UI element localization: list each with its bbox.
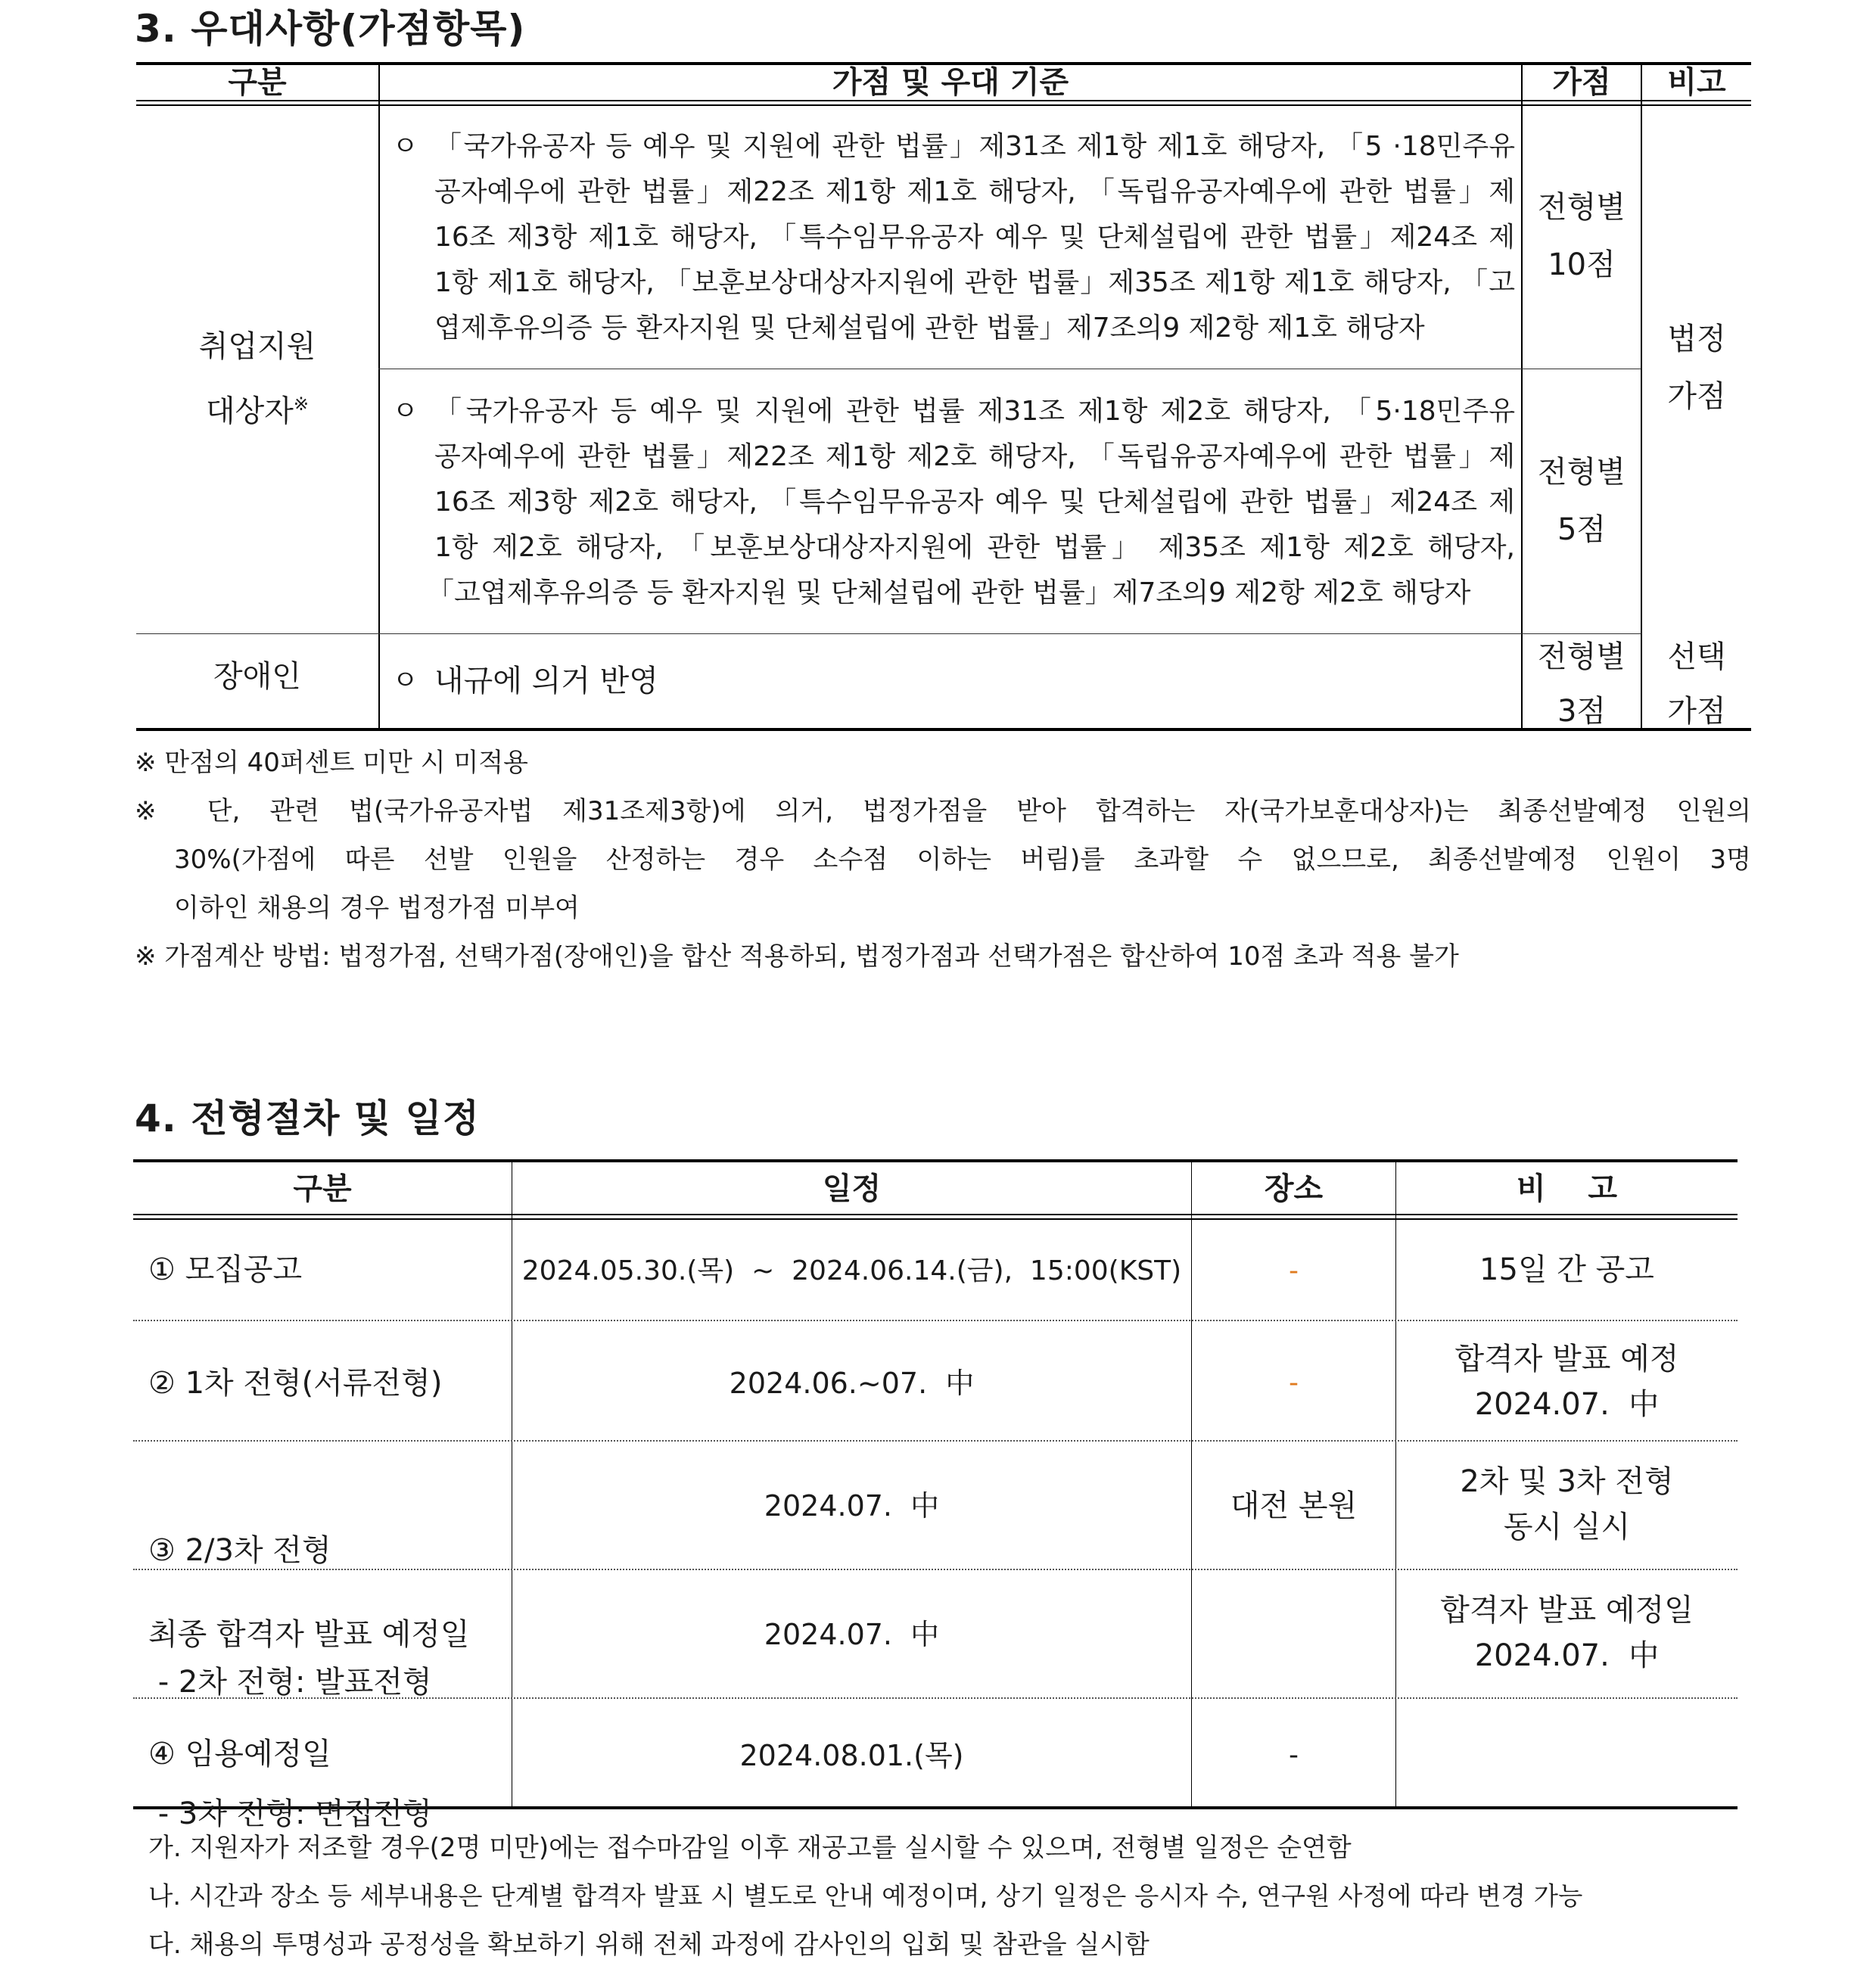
- s4-row3-category: [148, 1441, 432, 1880]
- s4-header-schedule: 일정: [822, 1171, 882, 1206]
- s3-row2-line: 「고엽제후유의증 등 환자지원 및 단체설립에 관한 법률」제7조의9 제2항 제2호 해당자: [427, 577, 1471, 608]
- s4-row3-note: [1396, 1459, 1738, 1550]
- s4-row2-place: -: [1289, 1367, 1299, 1398]
- employment-support-label-sup: ※: [293, 393, 310, 415]
- s4-header-bottom-rule: [133, 1214, 1738, 1215]
- s4-row3-schedule: 2024.07. 中: [764, 1489, 940, 1523]
- s3-row2-bullet: ㅇ: [392, 396, 418, 427]
- optional-bonus-note-line1: 선택: [1667, 639, 1726, 674]
- s4-row-divider: [133, 1320, 1738, 1321]
- employment-support-label-line2: 대상자: [205, 393, 294, 429]
- s3-row1-line: 1항 제1호 해당자, 「보훈보상대상자지원에 관한 법률」제35조 제1항 제1호 해당자, 「고: [434, 267, 1515, 298]
- section3-notes: [135, 739, 1751, 981]
- s3-note: 30%(가점에 따른 선발 인원을 산정하는 경우 소수점 이하는 버림)를 초과할 수 없으므로, 최종선발예정 인원이 3명: [174, 845, 1751, 875]
- s3-header-criteria: 가점 및 우대 기준: [832, 65, 1069, 100]
- s3-row1-points-line1: 전형별: [1538, 190, 1626, 225]
- s4-row4-note-line: 합격자 발표 예정일: [1440, 1593, 1694, 1628]
- s3-group2-points: [1523, 630, 1641, 739]
- s4-row3-category-line: - 3차 전형: 면접전형: [148, 1796, 432, 1831]
- s4-row2-note: [1396, 1336, 1738, 1427]
- s4-header-note: 비 고: [1517, 1171, 1617, 1206]
- s4-row2-note-line: 합격자 발표 예정: [1454, 1342, 1679, 1376]
- s4-row1-category: ① 모집공고: [148, 1252, 303, 1287]
- s3-row2-points: [1523, 443, 1641, 558]
- optional-bonus-note-line2: 가점: [1667, 694, 1726, 729]
- s3-row2-points-line1: 전형별: [1538, 455, 1626, 490]
- s4-footnote: 다. 채용의 투명성과 공정성을 확보하기 위해 전체 과정에 감사인의 입회 및 참관을 실시함: [148, 1930, 1150, 1960]
- s4-row4-note: [1396, 1588, 1738, 1678]
- s3-header-points: 가점: [1552, 65, 1611, 100]
- s4-row5-schedule: 2024.08.01.(목): [739, 1739, 964, 1772]
- s3-group-divider: [136, 633, 1642, 634]
- s3-note: ※ 가점계산 방법: 법정가점, 선택가점(장애인)을 합산 적용하되, 법정가점과 선택가점은 합산하여 10점 초과 적용 불가: [135, 941, 1459, 972]
- disabled-label: 장애인: [213, 659, 301, 694]
- s3-row2-line: 공자예우에 관한 법률」제22조 제1항 제2호 해당자, 「독립유공자예우에 관한 법률」제: [434, 441, 1515, 472]
- s3-row2-line: 16조 제3항 제2호 해당자, 「특수임무유공자 예우 및 단체설립에 관한 법률」제24조 제: [434, 487, 1515, 518]
- statutory-bonus-note-line2: 가점: [1667, 379, 1726, 414]
- s4-row1-note: 15일 간 공고: [1479, 1252, 1654, 1287]
- s4-row3-category-line: - 2차 전형: 발표전형: [148, 1665, 432, 1700]
- s3-row2-line: 「국가유공자 등 예우 및 지원에 관한 법률 제31조 제1항 제2호 해당자, 「5·18민주유: [434, 396, 1515, 427]
- s3-row1-line: 엽제후유의증 등 환자지원 및 단체설립에 관한 법률」제7조의9 제2항 제1호 해당자: [434, 313, 1425, 344]
- s4-row3-note-line: 동시 실시: [1503, 1510, 1631, 1544]
- s3-note: 이하인 채용의 경우 법정가점 미부여: [174, 893, 580, 923]
- statutory-bonus-note: [1642, 310, 1751, 425]
- s4-row5-category: ④ 임용예정일: [148, 1737, 331, 1771]
- employment-support-label: [136, 318, 378, 440]
- s4-row5-place: -: [1289, 1740, 1299, 1771]
- s3-row2-points-line2: 5점: [1557, 512, 1607, 547]
- s3-row1-line: 공자예우에 관한 법률」제22조 제1항 제1호 해당자, 「독립유공자예우에 관한 법률」제: [434, 176, 1515, 207]
- section4-footnotes: [148, 1824, 1753, 1969]
- s3-group2-text: 내규에 의거 반영: [434, 664, 658, 698]
- s4-row3-category-line: ③ 2/3차 전형: [148, 1533, 331, 1568]
- s4-row4-schedule: 2024.07. 中: [764, 1618, 940, 1651]
- s3-row1-criteria: [434, 124, 1515, 351]
- s4-row1-place: -: [1289, 1255, 1299, 1286]
- section4-title: 4. 전형절차 및 일정: [135, 1096, 481, 1140]
- s3-header-note: 비고: [1667, 65, 1726, 100]
- s3-row1-line: 「국가유공자 등 예우 및 지원에 관한 법률」제31조 제1항 제1호 해당자, 「5 ·18민주유: [434, 131, 1515, 162]
- s4-row2-note-line: 2024.07. 中: [1474, 1387, 1660, 1422]
- s4-row2-category: ② 1차 전형(서류전형): [148, 1366, 443, 1401]
- s4-header-category: 구분: [293, 1171, 352, 1206]
- s3-group2-points-line2: 3점: [1557, 694, 1607, 729]
- s4-row4-note-line: 2024.07. 中: [1474, 1638, 1660, 1673]
- s3-group2-bullet: ㅇ: [392, 665, 418, 696]
- s4-row4-category: 최종 합격자 발표 예정일: [148, 1617, 470, 1652]
- s4-header-top-rule: [133, 1159, 1738, 1162]
- section3-title: 3. 우대사항(가점항목): [135, 7, 526, 51]
- s4-row2-schedule: 2024.06.~07. 中: [729, 1367, 975, 1400]
- s4-footnote: 나. 시간과 장소 등 세부내용은 단계별 합격자 발표 시 별도로 안내 예정이며, 상기 일정은 응시자 수, 연구원 사정에 따라 변경 가능: [148, 1881, 1583, 1911]
- s3-row1-line: 16조 제3항 제1호 해당자, 「특수임무유공자 예우 및 단체설립에 관한 법률」제24조 제: [434, 222, 1515, 253]
- optional-bonus-note: [1642, 630, 1751, 739]
- s3-header-category: 구분: [228, 65, 287, 100]
- s3-row1-points: [1523, 179, 1641, 294]
- s3-note: ※ 단, 관련 법(국가유공자법 제31조제3항)에 의거, 법정가점을 받아 합격하는 자(국가보훈대상자)는 최종선발예정 인원의: [135, 796, 1751, 826]
- s3-row1-points-line2: 10점: [1548, 247, 1616, 282]
- s4-header-bottom-rule2: [133, 1218, 1738, 1220]
- s3-col-divider-1: [378, 64, 380, 731]
- employment-support-label-line1: 취업지원: [198, 329, 316, 364]
- s3-table-bottom-rule: [136, 728, 1751, 731]
- s3-row2-criteria: [427, 389, 1515, 616]
- s3-row1-bullet: ㅇ: [392, 131, 418, 162]
- s3-group2-points-line1: 전형별: [1538, 639, 1626, 674]
- s4-row1-schedule: 2024.05.30.(목) ~ 2024.06.14.(금), 15:00(KST): [521, 1255, 1182, 1286]
- statutory-bonus-note-line1: 법정: [1667, 322, 1726, 356]
- s4-row3-place: 대전 본원: [1230, 1488, 1358, 1523]
- s3-row2-line: 1항 제2호 해당자, 「보훈보상대상자지원에 관한 법률」 제35조 제1항 제2호 해당자,: [434, 532, 1515, 563]
- s4-row3-note-line: 2차 및 3차 전형: [1460, 1464, 1674, 1499]
- s4-header-place: 장소: [1264, 1171, 1324, 1206]
- s4-footnote: 가. 지원자가 저조할 경우(2명 미만)에는 접수마감일 이후 재공고를 실시할 수 있으며, 전형별 일정은 순연함: [148, 1833, 1352, 1863]
- s3-note: ※ 만점의 40퍼센트 미만 시 미적용: [135, 748, 528, 778]
